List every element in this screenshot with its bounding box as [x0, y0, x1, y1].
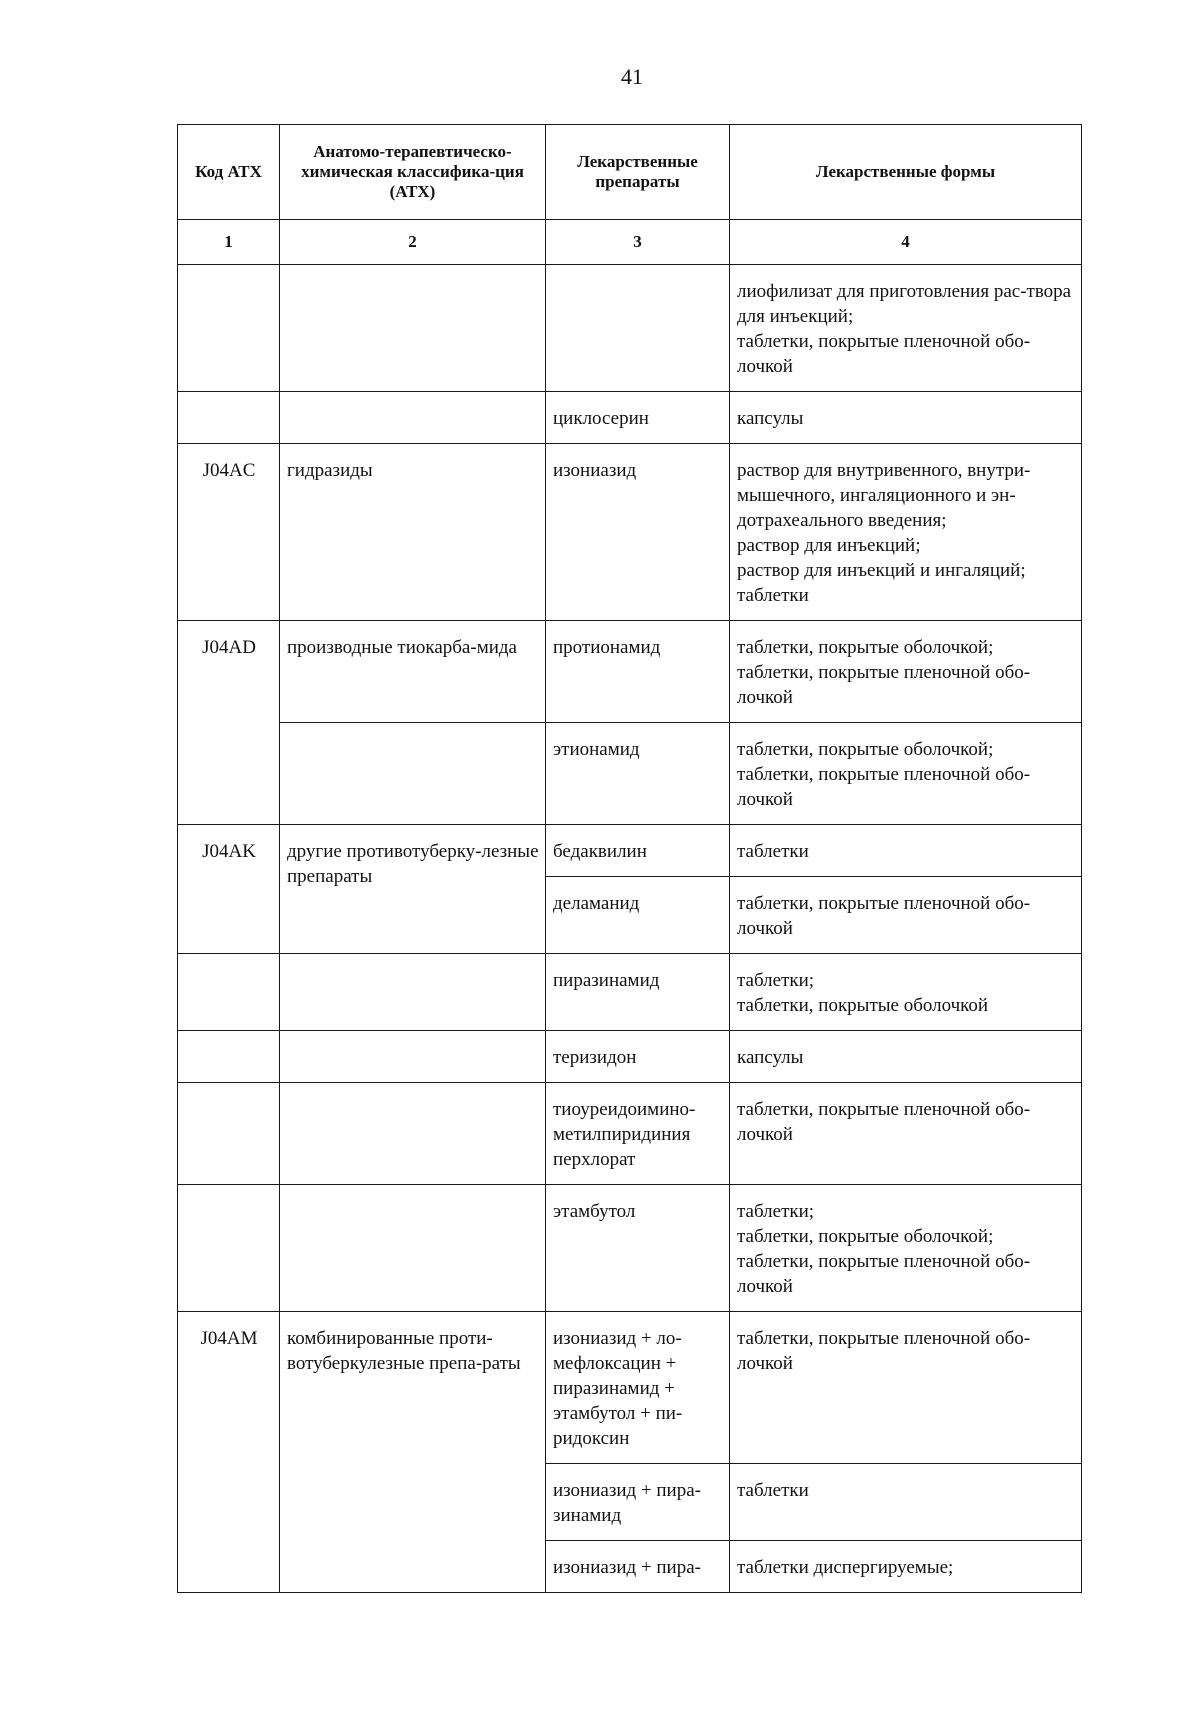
- drug-cell: этамбутол: [546, 1185, 730, 1312]
- classification-cell: другие противотуберку-лезные препараты: [280, 825, 546, 954]
- atx-code-cell: J04AC: [178, 444, 280, 621]
- atx-code-cell: [178, 1185, 280, 1312]
- classification-cell: [280, 1031, 546, 1083]
- forms-cell: капсулы: [730, 392, 1082, 444]
- atx-code-cell: [178, 1031, 280, 1083]
- drug-cell: бедаквилин: [546, 825, 730, 877]
- classification-cell: производные тиокарба-мида: [280, 621, 546, 723]
- drug-cell: этионамид: [546, 723, 730, 825]
- classification-cell: комбинированные проти-вотуберкулезные препа-раты: [280, 1312, 546, 1593]
- atx-code-cell: [178, 392, 280, 444]
- column-number-row: [178, 220, 1082, 265]
- forms-cell: раствор для внутривенного, внутри-мышечного, ингаляционного и эн-дотрахеального введения; раствор для инъекций; раствор для инъекций и ингаляций; таблетки: [730, 444, 1082, 621]
- atx-code-cell: J04AD: [178, 621, 280, 825]
- forms-cell: таблетки, покрытые пленочной обо-лочкой: [730, 1312, 1082, 1464]
- table-row: [178, 1031, 1082, 1083]
- atx-drug-table: [177, 124, 1082, 1593]
- drug-cell: тиоуреидоимино-метилпиридиния перхлорат: [546, 1083, 730, 1185]
- classification-cell: [280, 392, 546, 444]
- atx-code-cell: J04AM: [178, 1312, 280, 1593]
- forms-cell: таблетки, покрытые пленочной обо-лочкой: [730, 877, 1082, 954]
- forms-cell: лиофилизат для приготовления рас-твора для инъекций; таблетки, покрытые пленочной обо-лочкой: [730, 265, 1082, 392]
- classification-cell: [280, 1083, 546, 1185]
- column-number: 3: [546, 220, 730, 265]
- table-row: [178, 444, 1082, 621]
- drug-cell: изониазид + пира-: [546, 1541, 730, 1593]
- classification-cell: [280, 723, 546, 825]
- column-number: 1: [178, 220, 280, 265]
- table-row: [178, 723, 1082, 825]
- atx-code-cell: [178, 954, 280, 1031]
- drug-cell: пиразинамид: [546, 954, 730, 1031]
- page-number: 41: [621, 64, 643, 89]
- classification-cell: [280, 265, 546, 392]
- forms-cell: таблетки диспергируемые;: [730, 1541, 1082, 1593]
- classification-cell: гидразиды: [280, 444, 546, 621]
- atx-code-cell: [178, 265, 280, 392]
- table-row: [178, 1185, 1082, 1312]
- table-row: [178, 954, 1082, 1031]
- table-row: [178, 1312, 1082, 1464]
- column-number: 4: [730, 220, 1082, 265]
- classification-cell: [280, 954, 546, 1031]
- forms-cell: таблетки; таблетки, покрытые оболочкой; таблетки, покрытые пленочной обо-лочкой: [730, 1185, 1082, 1312]
- forms-cell: таблетки: [730, 825, 1082, 877]
- drug-cell: деламанид: [546, 877, 730, 954]
- drug-cell: циклосерин: [546, 392, 730, 444]
- forms-cell: таблетки, покрытые пленочной обо-лочкой: [730, 1083, 1082, 1185]
- forms-cell: таблетки, покрытые оболочкой; таблетки, покрытые пленочной обо-лочкой: [730, 621, 1082, 723]
- drug-cell: изониазид + ло-мефлоксацин + пиразинамид + этамбутол + пи-ридоксин: [546, 1312, 730, 1464]
- forms-cell: таблетки: [730, 1464, 1082, 1541]
- table-row: [178, 825, 1082, 877]
- header-code: Код АТХ: [178, 125, 280, 220]
- classification-cell: [280, 1185, 546, 1312]
- atx-code-cell: J04AK: [178, 825, 280, 954]
- table-row: [178, 621, 1082, 723]
- drug-cell: изониазид + пира-зинамид: [546, 1464, 730, 1541]
- table-row: [178, 392, 1082, 444]
- forms-cell: таблетки, покрытые оболочкой; таблетки, покрытые пленочной обо-лочкой: [730, 723, 1082, 825]
- drug-cell: теризидон: [546, 1031, 730, 1083]
- drug-cell: протионамид: [546, 621, 730, 723]
- header-drugs: Лекарственные препараты: [546, 125, 730, 220]
- header-forms: Лекарственные формы: [730, 125, 1082, 220]
- forms-cell: капсулы: [730, 1031, 1082, 1083]
- column-number: 2: [280, 220, 546, 265]
- drug-cell: [546, 265, 730, 392]
- forms-cell: таблетки; таблетки, покрытые оболочкой: [730, 954, 1082, 1031]
- header-classification: Анатомо-терапевтическо-химическая классифика-ция (АТХ): [280, 125, 546, 220]
- drug-cell: изониазид: [546, 444, 730, 621]
- atx-code-cell: [178, 1083, 280, 1185]
- table-row: [178, 265, 1082, 392]
- table-row: [178, 1083, 1082, 1185]
- table-header-row: [178, 125, 1082, 220]
